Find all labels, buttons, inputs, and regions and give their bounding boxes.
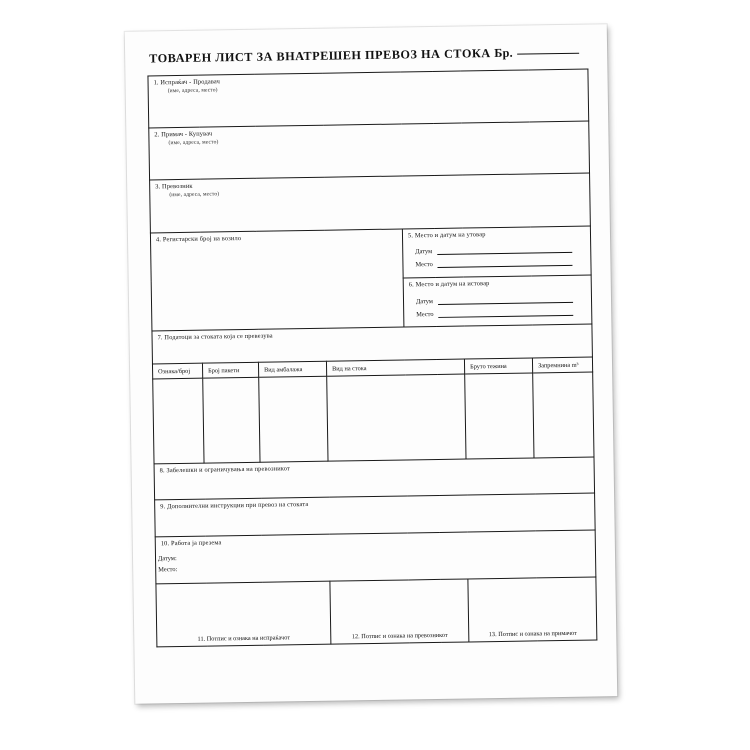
section-3-sub: (име, адреса, место) xyxy=(169,191,220,199)
section-10-date-label: Датум: xyxy=(157,554,177,563)
row-signatures xyxy=(156,577,597,647)
row-section-2 xyxy=(149,121,590,180)
section-6-date-row[interactable] xyxy=(416,294,591,305)
goods-col-2-label: Вид амбалажа xyxy=(264,365,303,374)
cell-section-12[interactable] xyxy=(330,579,469,644)
goods-cell-3[interactable] xyxy=(327,374,466,461)
cell-section-5[interactable] xyxy=(402,226,591,278)
goods-col-1-label: Број пакети xyxy=(208,366,240,375)
row-section-1 xyxy=(148,69,589,128)
title-number-label: Бр. xyxy=(494,45,513,61)
document-content xyxy=(147,45,597,682)
section-13-label: 13. Потпис и ознака на примачот xyxy=(488,629,577,638)
section-2-sub: (име, адреса, место) xyxy=(168,139,219,146)
section-4-writing-area[interactable] xyxy=(151,243,403,331)
section-5-label: 5. Место и датум на утовар xyxy=(407,230,486,239)
section-6-date-label: Датум xyxy=(415,297,433,305)
section-3-label: 3. Превозник xyxy=(155,183,193,191)
goods-col-0-label: Ознака/број xyxy=(158,367,191,376)
section-6-date-input[interactable] xyxy=(438,294,573,304)
section-6-place-label: Место xyxy=(416,310,434,318)
section-12-label: 12. Потпис и ознака на превозникот xyxy=(351,631,448,641)
goods-cell-1[interactable] xyxy=(203,377,260,463)
section-10-label: 10. Работа ја презема xyxy=(160,539,222,548)
page-title xyxy=(149,45,587,67)
section-10-place-label: Место: xyxy=(158,565,178,574)
section-5-date-row[interactable] xyxy=(415,245,590,256)
section-1-label: 1. Испраќач - Продавач xyxy=(153,78,221,87)
cell-section-3[interactable] xyxy=(150,173,591,232)
section-5-date-label: Датум xyxy=(415,248,433,256)
title-number-blank xyxy=(517,53,579,55)
section-5-date-input[interactable] xyxy=(437,245,572,255)
section-9-label: 9. Дополнителни инструкции при превоз на стоката xyxy=(160,501,309,511)
section-11-label: 11. Потпис и ознака на испраќачот xyxy=(197,634,291,643)
section-8-label: 8. Забелешки и ограничувања на превозникот xyxy=(159,465,290,475)
section-4-label: 4. Регистарски број на возило xyxy=(155,234,242,243)
form-table xyxy=(147,69,597,648)
cell-section-10[interactable] xyxy=(155,530,596,584)
cell-section-13[interactable] xyxy=(468,577,597,642)
goods-col-2 xyxy=(258,361,326,377)
title-text: ТОВАРЕН ЛИСТ ЗА ВНАТРЕШЕН ПРЕВОЗ НА СТОКА xyxy=(149,46,491,66)
goods-col-3-label: Вид на стока xyxy=(332,364,367,373)
row-section-3 xyxy=(150,173,591,232)
section-7-label: 7. Податоци за стоката која се превезува xyxy=(157,332,273,342)
goods-col-5 xyxy=(532,357,592,373)
row-section-4-5 xyxy=(150,226,591,282)
goods-col-0 xyxy=(152,363,202,379)
document-sheet xyxy=(125,24,617,703)
goods-col-4-label: Бруто тежина xyxy=(470,362,507,371)
section-1-sub: (име, адреса, место) xyxy=(167,87,218,94)
section-5-place-label: Место xyxy=(415,261,433,269)
cell-section-6[interactable] xyxy=(403,275,592,327)
goods-cell-2[interactable] xyxy=(259,376,328,462)
cell-section-4[interactable] xyxy=(150,229,404,332)
row-goods-body xyxy=(153,372,594,464)
section-2-label: 2. Примач - Купувач xyxy=(154,130,213,139)
cell-section-1[interactable] xyxy=(148,69,589,128)
goods-cell-0[interactable] xyxy=(153,378,204,464)
cell-section-2[interactable] xyxy=(149,121,590,180)
goods-col-1 xyxy=(202,362,258,378)
cell-section-11[interactable] xyxy=(156,581,331,647)
goods-col-4 xyxy=(464,358,532,374)
section-6-label: 6. Место и датум на истовар xyxy=(408,280,490,289)
row-section-10 xyxy=(155,530,596,584)
goods-cell-4[interactable] xyxy=(465,373,534,459)
goods-cell-5[interactable] xyxy=(533,372,594,458)
goods-col-5-label: Запремнина m³ xyxy=(537,361,579,370)
